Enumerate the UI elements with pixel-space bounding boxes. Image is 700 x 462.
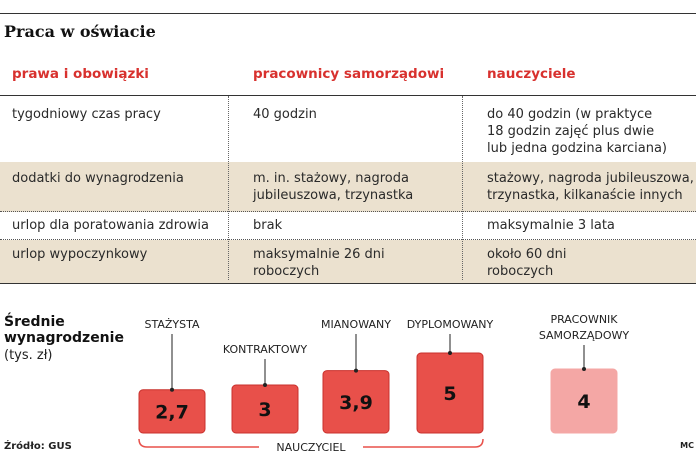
value-label: 5 <box>443 383 457 405</box>
label-leader-dot <box>582 367 586 371</box>
chart-title: Średnie wynagrodzenie <box>4 314 124 346</box>
source-note: Źródło: GUS <box>4 441 72 452</box>
cell-label: dodatki do wynagrodzenia <box>12 171 184 186</box>
category-label: DYPLOMOWANY <box>406 318 494 331</box>
value-label: 3 <box>258 399 272 421</box>
value-label: 4 <box>577 391 591 413</box>
credit: MC <box>680 441 694 450</box>
category-label: KONTRAKTOWY <box>222 343 308 356</box>
header-rights: prawa i obowiązki <box>12 66 149 82</box>
header-nauczyciele: nauczyciele <box>487 66 576 82</box>
value-label: 3,9 <box>339 391 373 414</box>
group-label: NAUCZYCIEL <box>276 441 346 454</box>
category-label: PRACOWNIK <box>550 313 618 326</box>
cell-nauczyciele: stażowy, nagroda jubileuszowa, trzynastka, kilkanaście innych <box>487 171 694 203</box>
page-title: Praca w oświacie <box>4 22 156 41</box>
cell-nauczyciele: około 60 dni roboczych <box>487 247 567 279</box>
category-label: MIANOWANY <box>321 318 391 331</box>
value-label: 2,7 <box>155 401 189 424</box>
cell-label: tygodniowy czas pracy <box>12 107 161 122</box>
cell-nauczyciele: maksymalnie 3 lata <box>487 218 615 233</box>
cell-samorzadowi: brak <box>253 218 283 233</box>
cell-samorzadowi: 40 godzin <box>253 107 317 122</box>
label-leader-dot <box>263 383 267 387</box>
label-leader-dot <box>354 369 358 373</box>
chart-unit: (tys. zł) <box>4 348 53 363</box>
header-samorzadowi: pracownicy samorządowi <box>253 66 445 82</box>
cell-samorzadowi: m. in. stażowy, nagroda jubileuszowa, trzynastka <box>253 171 414 203</box>
label-leader-dot <box>448 351 452 355</box>
label-leader-dot <box>170 388 174 392</box>
cell-label: urlop dla poratowania zdrowia <box>12 218 209 233</box>
cell-nauczyciele: do 40 godzin (w praktyce 18 godzin zajęć plus dwie lub jedna godzina karciana) <box>487 107 667 156</box>
category-label: STAŻYSTA <box>144 318 200 331</box>
category-label: SAMORZĄDOWY <box>538 329 630 342</box>
cell-samorzadowi: maksymalnie 26 dni roboczych <box>253 247 385 279</box>
cell-label: urlop wypoczynkowy <box>12 247 148 262</box>
